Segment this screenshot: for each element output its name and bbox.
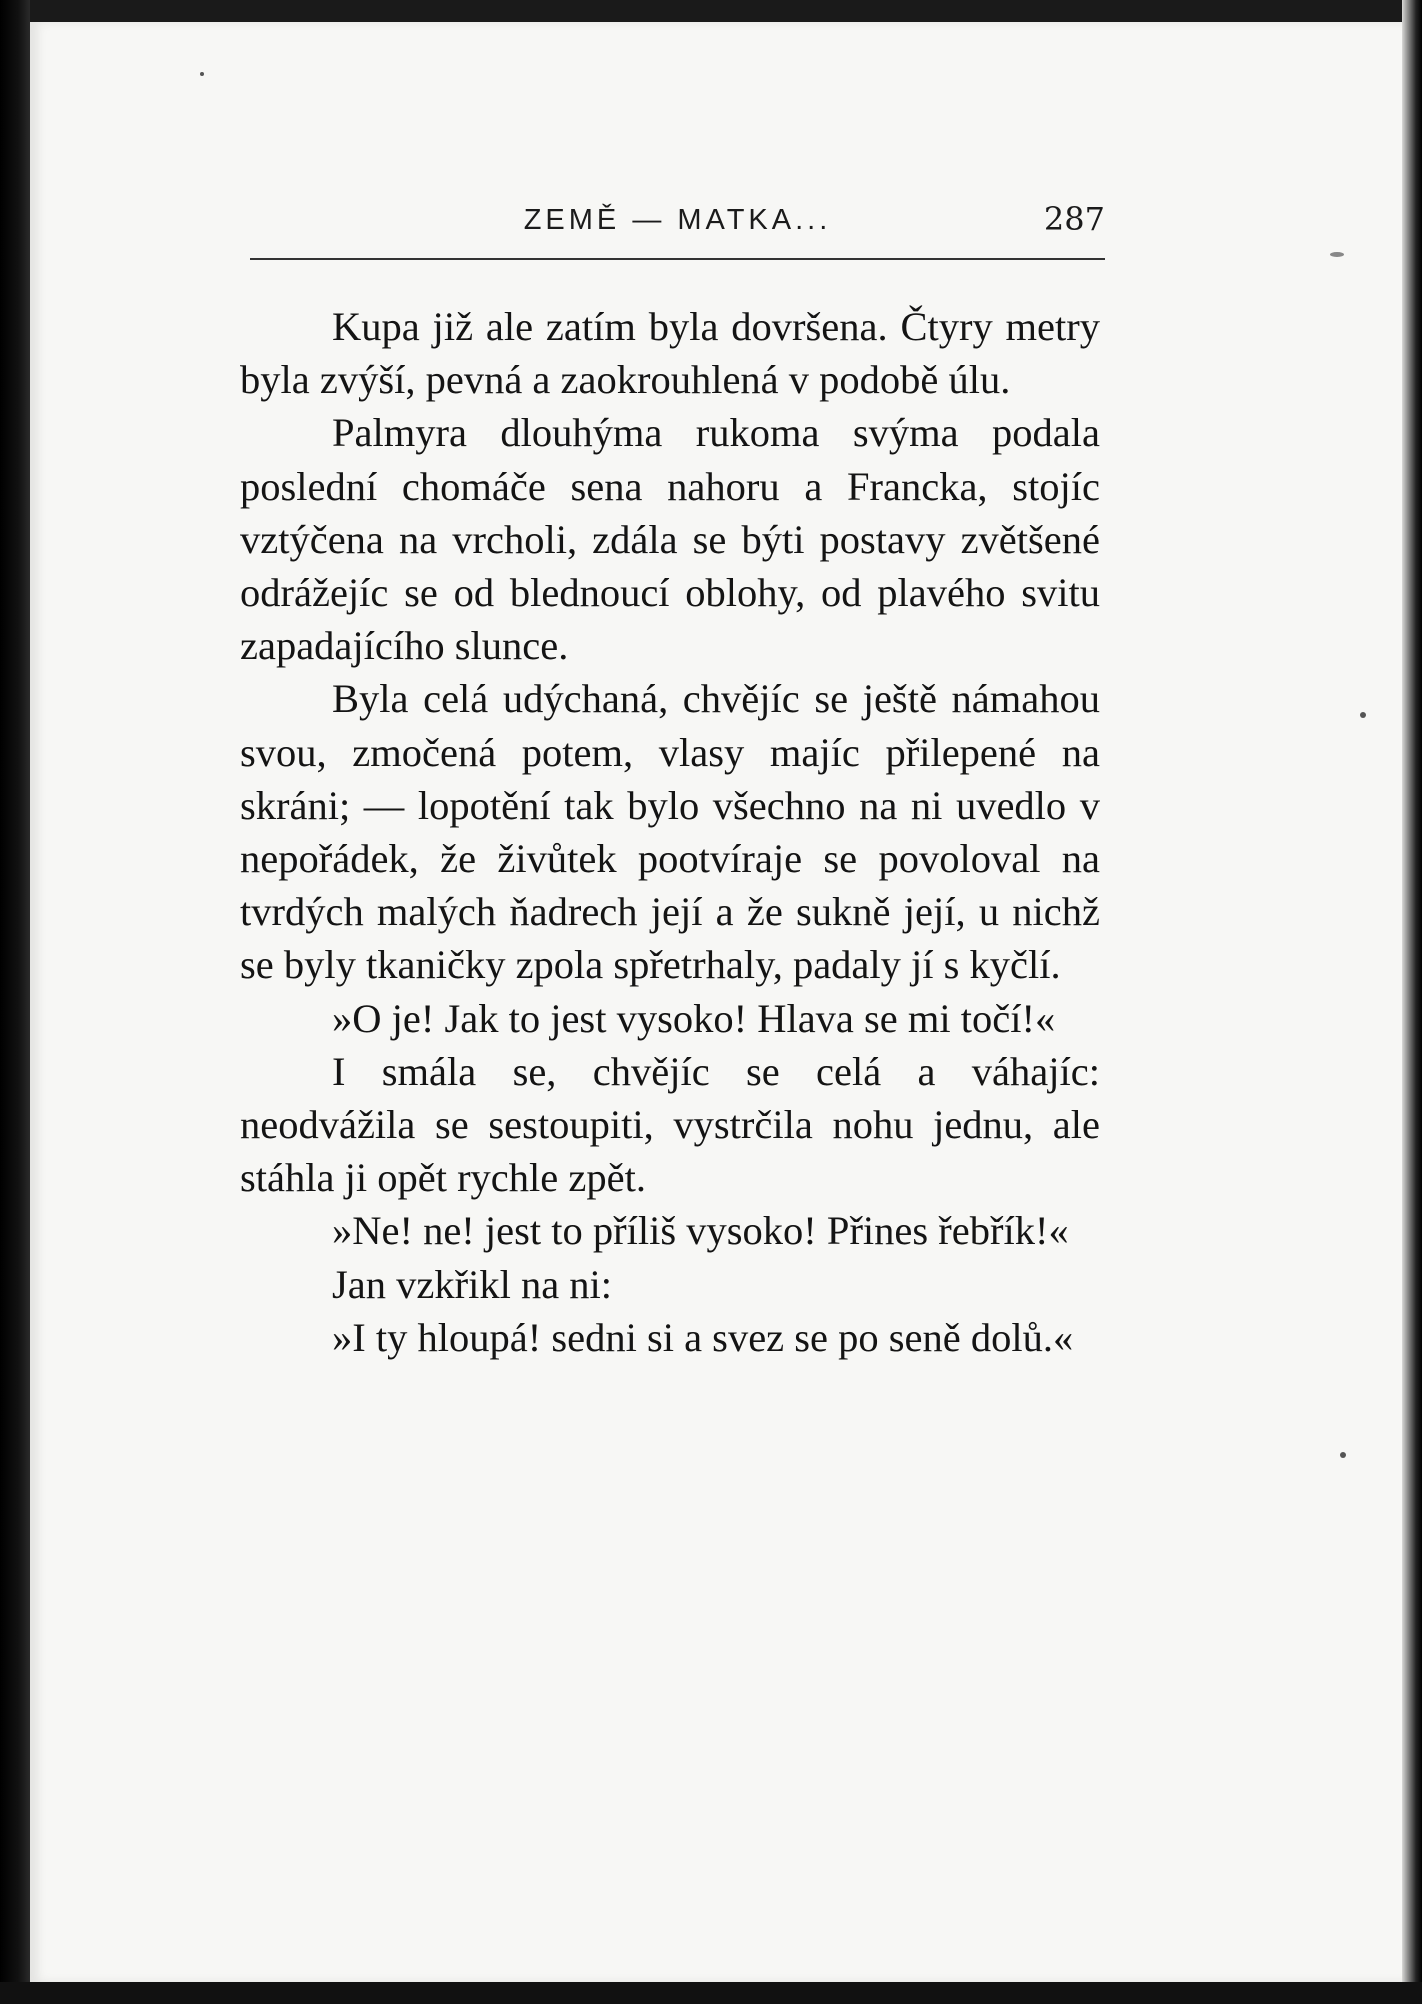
page-speck — [1330, 252, 1344, 257]
paragraph: »Ne! ne! jest to příliš vysoko! Přines řebřík!« — [332, 1208, 1069, 1254]
running-title: ZEMĚ — MATKA... — [523, 204, 832, 236]
page-number: 287 — [1043, 200, 1105, 238]
paragraph: »I ty hloupá! sedni si a svez se po seně dolů.« — [332, 1314, 1074, 1360]
paragraph: Palmyra dlouhýma rukoma svýma podala poslední chomáče sena nahoru a Francka, stojíc vztýčena na vrcholi, zdála se býti postavy zvětšené odrážejíc se od blednoucí oblohy, od plavého svitu zapadajícího slunce. — [240, 410, 1100, 669]
paragraph: I smála se, chvějíc se celá a váhajíc: neodvážila se sestoupiti, vystrčila nohu jednu, ale stáhla ji opět rychle zpět. — [240, 1048, 1100, 1201]
page-speck — [1340, 1452, 1346, 1458]
paragraph: Kupa již ale zatím byla dovršena. Čtyry metry byla zvýší, pevná a zaokrouhlená v podobě úlu. — [240, 304, 1100, 403]
book-spine-edge — [0, 0, 30, 2004]
page-bottom-edge — [0, 1982, 1422, 2004]
body-text — [240, 300, 1100, 1364]
page-speck — [1360, 712, 1366, 718]
page-speck — [200, 72, 204, 76]
page-right-edge — [1402, 0, 1422, 2004]
running-head — [250, 200, 1105, 250]
paragraph: Jan vzkřikl na ni: — [332, 1261, 613, 1307]
header-rule — [250, 258, 1105, 260]
paragraph: Byla celá udýchaná, chvějíc se ještě námahou svou, zmočená potem, vlasy majíc přilepené na skráni; — lopotění tak bylo všechno na ni uvedlo v nepořádek, že živůtek pootvíraje se povoloval na tvrdých malých ňadrech její a že sukně její, u nichž se byly tkaničky zpola spřetrhaly, padaly jí s kyčlí. — [240, 676, 1100, 988]
paragraph: »O je! Jak to jest vysoko! Hlava se mi točí!« — [332, 995, 1056, 1041]
